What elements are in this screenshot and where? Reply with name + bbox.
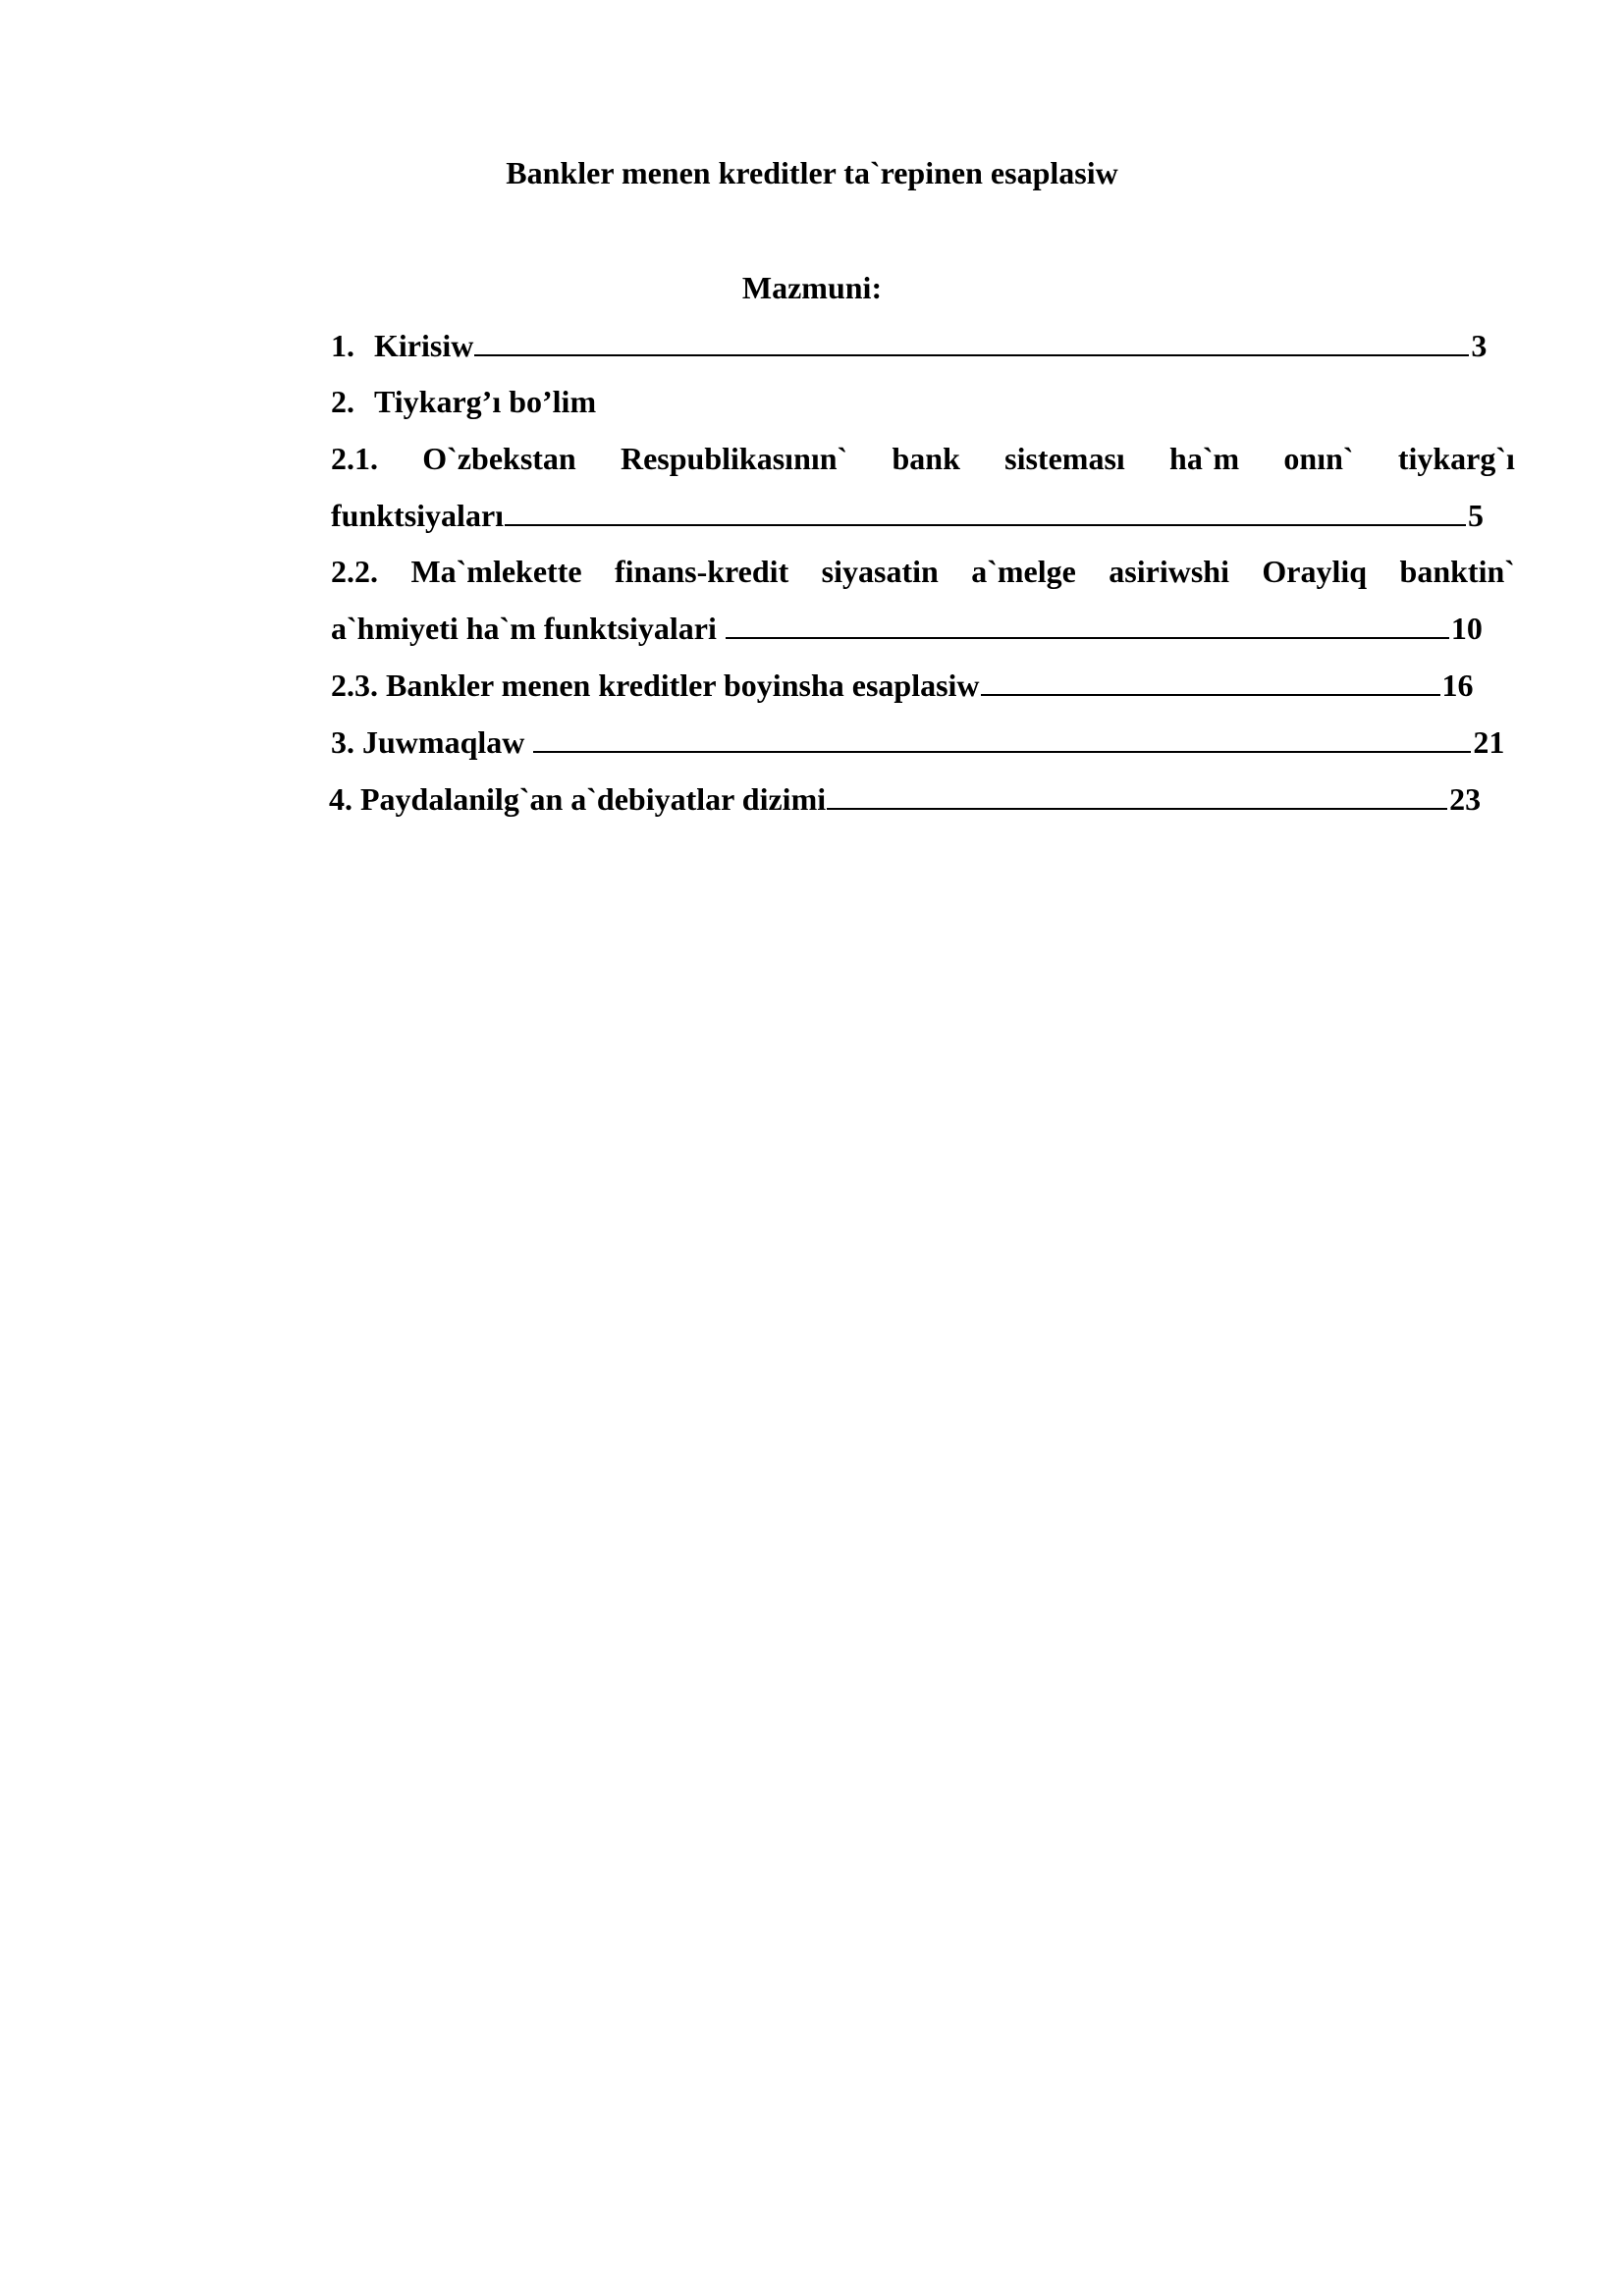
toc-entry-2-2-line2: [331, 613, 1483, 644]
toc-number: 1.: [331, 328, 354, 363]
toc-page-number: 10: [1450, 611, 1483, 646]
toc-entry-paydalanilgan-adebiyatlar: [329, 783, 1481, 815]
toc-word: siyasatin: [821, 554, 939, 589]
toc-entry-text: 3. Juwmaqlaw: [331, 724, 533, 760]
toc-entry-juwmaqlaw: [331, 726, 1504, 758]
toc-entry-text: 2.3. Bankler menen kreditler boyinsha esaplasiw: [331, 667, 980, 703]
toc-entry-text: Kirisiw: [374, 328, 474, 363]
toc-word: onın`: [1283, 441, 1354, 476]
toc-entry-2-1-line1: [331, 443, 1515, 474]
toc-entry-text: funktsiyaları: [331, 498, 505, 533]
toc-word: a`melge: [971, 554, 1076, 589]
leader-line: [981, 694, 1440, 696]
toc-word: banktin`: [1399, 554, 1515, 589]
toc-word: 2.1.: [331, 441, 378, 476]
toc-entry-text: a`hmiyeti ha`m funktsiyalari: [331, 611, 725, 646]
leader-line: [474, 354, 1469, 356]
toc-word: finans-kredit: [615, 554, 789, 589]
toc-entry-2-3: [331, 669, 1474, 701]
toc-entry-kirisiw: [331, 330, 1487, 361]
toc-word: O`zbekstan: [422, 441, 576, 476]
toc-entry-text: Tiykarg’ı bo’lim: [374, 384, 597, 419]
toc-page-number: 16: [1441, 667, 1474, 703]
toc-word: Ma`mlekette: [410, 554, 582, 589]
document-title: Bankler menen kreditler ta`repinen esaplasiw: [506, 155, 1118, 190]
leader-line: [726, 637, 1449, 639]
toc-word: ha`m: [1169, 441, 1240, 476]
toc-word: 2.2.: [331, 554, 378, 589]
toc-number: 2.: [331, 384, 354, 419]
toc-page-number: 21: [1473, 724, 1505, 760]
contents-heading: Mazmuni:: [741, 270, 883, 305]
toc-entry-text: 4. Paydalanilg`an a`debiyatlar dizimi: [329, 781, 827, 817]
toc-word: Orayliq: [1262, 554, 1368, 589]
toc-entry-tiykargi-bolim: [331, 386, 596, 417]
toc-page-number: 3: [1471, 328, 1488, 363]
toc-word: asiriwshi: [1109, 554, 1229, 589]
toc-word: tiykarg`ı: [1397, 441, 1515, 476]
toc-entry-2-2-line1: [331, 556, 1515, 587]
leader-line: [533, 751, 1471, 753]
leader-line: [505, 524, 1466, 526]
toc-page-number: 5: [1468, 498, 1485, 533]
toc-word: sisteması: [1004, 441, 1125, 476]
toc-page-number: 23: [1449, 781, 1482, 817]
toc-word: Respublikasının`: [620, 441, 848, 476]
leader-line: [827, 808, 1447, 810]
toc-word: bank: [892, 441, 960, 476]
toc-entry-2-1-line2: [331, 500, 1484, 531]
